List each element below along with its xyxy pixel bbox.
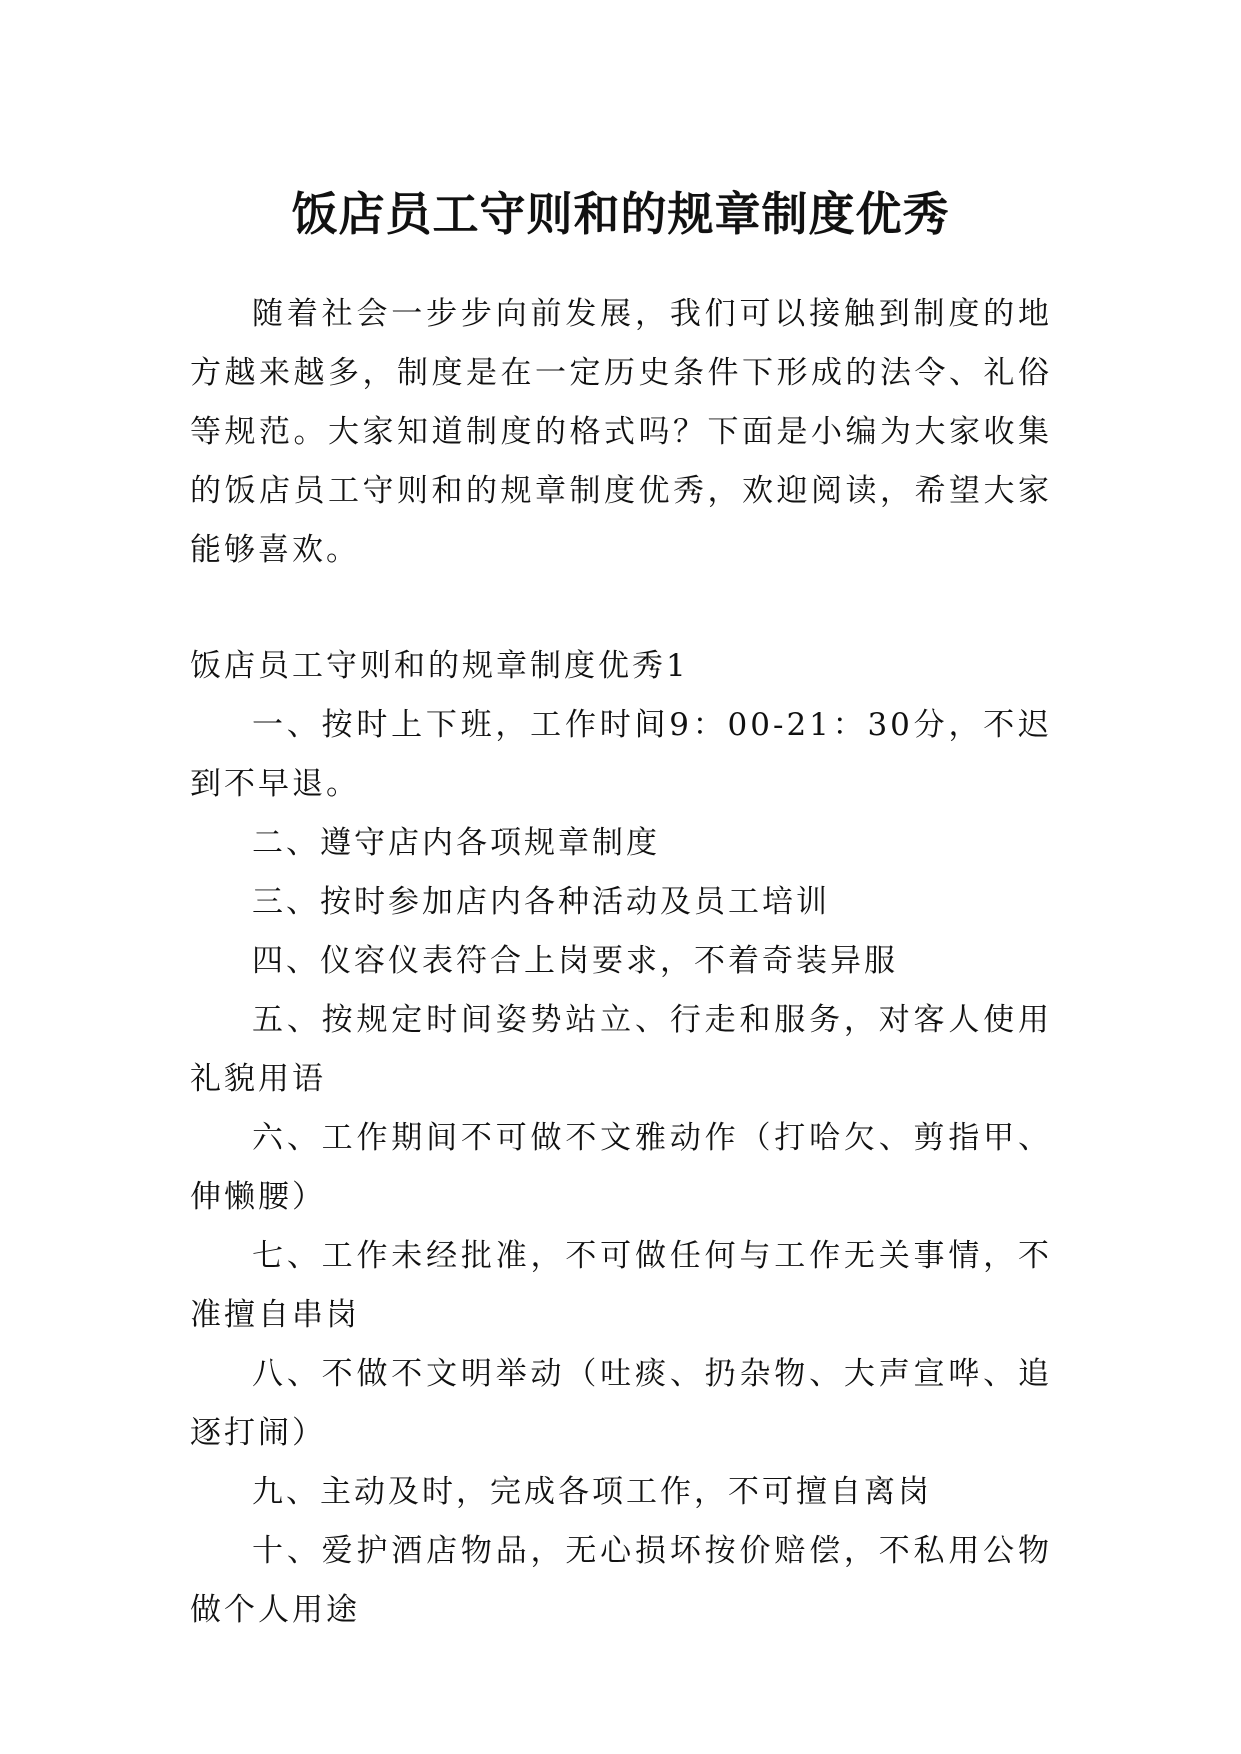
rule-item: 十、爱护酒店物品，无心损坏按价赔偿，不私用公物做个人用途 xyxy=(190,1533,1052,1628)
rule-item: 七、工作未经批准，不可做任何与工作无关事情，不准擅自串岗 xyxy=(190,1238,1052,1333)
document-title: 饭店员工守则和的规章制度优秀 xyxy=(291,186,950,241)
rule-item: 八、不做不文明举动（吐痰、扔杂物、大声宣哗、追逐打闹） xyxy=(190,1356,1052,1451)
rule-item: 九、主动及时，完成各项工作，不可擅自离岗 xyxy=(252,1474,932,1510)
rule-item: 二、遵守店内各项规章制度 xyxy=(252,825,660,861)
rule-item: 六、工作期间不可做不文雅动作（打哈欠、剪指甲、伸懒腰） xyxy=(190,1120,1052,1215)
rule-item: 四、仪容仪表符合上岗要求，不着奇装异服 xyxy=(252,943,898,979)
document-body xyxy=(190,285,1052,1640)
section-heading: 饭店员工守则和的规章制度优秀1 xyxy=(190,648,689,684)
rule-item: 五、按规定时间姿势站立、行走和服务，对客人使用礼貌用语 xyxy=(190,1002,1052,1097)
intro-paragraph: 随着社会一步步向前发展，我们可以接触到制度的地方越来越多，制度是在一定历史条件下形成的法令、礼俗等规范。大家知道制度的格式吗？下面是小编为大家收集的饭店员工守则和的规章制度优秀，欢迎阅读，希望大家能够喜欢。 xyxy=(190,296,1052,568)
rule-item: 三、按时参加店内各种活动及员工培训 xyxy=(252,884,830,920)
rule-item: 一、按时上下班，工作时间9：00-21：30分，不迟到不早退。 xyxy=(190,707,1052,802)
